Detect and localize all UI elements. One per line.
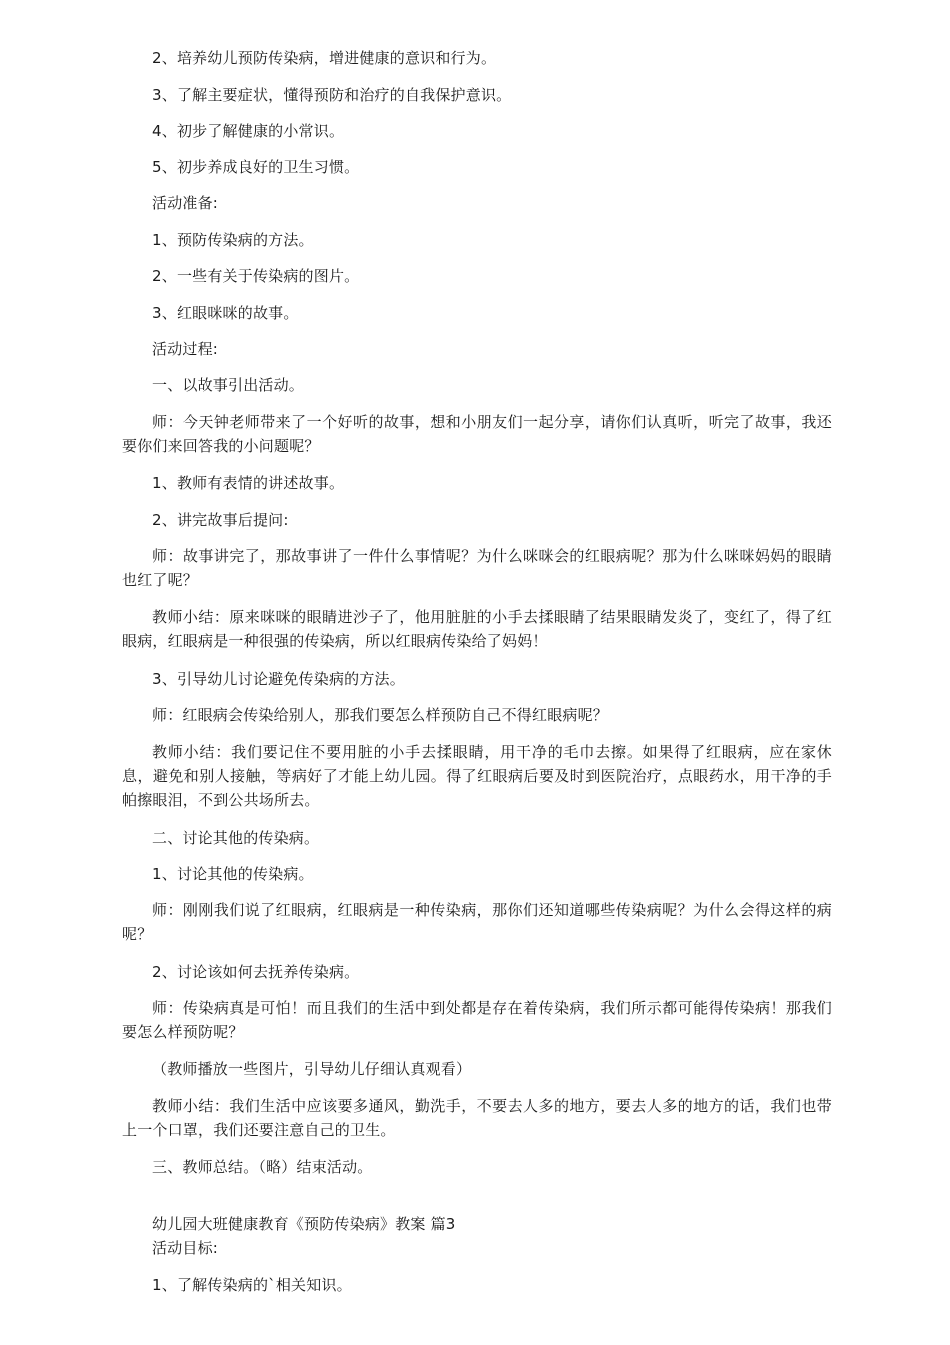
paragraph: 师：今天钟老师带来了一个好听的故事，想和小朋友们一起分享，请你们认真听，听完了故事，我还要你们来回答我的小问题呢？	[122, 413, 832, 455]
paragraph: 三、教师总结。（略）结束活动。	[152, 1158, 373, 1176]
paragraph: 教师小结：我们生活中应该要多通风，勤洗手，不要去人多的地方，要去人多的地方的话，我们也带上一个口罩，我们还要注意自己的卫生。	[122, 1097, 832, 1139]
paragraph: 1、了解传染病的`相关知识。	[152, 1276, 352, 1294]
paragraph: 1、讨论其他的传染病。	[152, 865, 314, 883]
paragraph: 教师小结：我们要记住不要用脏的小手去揉眼睛，用干净的毛巾去擦。如果得了红眼病，应在家休息，避免和别人接触，等病好了才能上幼儿园。得了红眼病后要及时到医院治疗，点眼药水，用干净的手帕擦眼泪，不到公共场所去。	[122, 743, 832, 809]
paragraph: 2、讲完故事后提问:	[152, 511, 289, 529]
paragraph: 一、以故事引出活动。	[152, 376, 305, 394]
section-heading: 活动过程:	[152, 340, 219, 358]
paragraph: 2、培养幼儿预防传染病，增进健康的意识和行为。	[152, 49, 497, 67]
paragraph: 师：刚刚我们说了红眼病，红眼病是一种传染病，那你们还知道哪些传染病呢？为什么会得这样的病呢？	[122, 901, 832, 943]
paragraph: 二、讨论其他的传染病。	[152, 829, 320, 847]
paragraph: 师：红眼病会传染给别人，那我们要怎么样预防自己不得红眼病呢？	[152, 706, 609, 724]
paragraph: 3、红眼咪咪的故事。	[152, 304, 299, 322]
section-heading: 活动目标:	[152, 1239, 219, 1257]
paragraph: 2、讨论该如何去抚养传染病。	[152, 963, 360, 981]
paragraph: 1、教师有表情的讲述故事。	[152, 474, 345, 492]
paragraph: 4、初步了解健康的小常识。	[152, 122, 345, 140]
paragraph: 5、初步养成良好的卫生习惯。	[152, 158, 360, 176]
paragraph: 师：传染病真是可怕！而且我们的生活中到处都是存在着传染病，我们所示都可能得传染病！那我们要怎么样预防呢？	[122, 999, 832, 1041]
paragraph: 1、预防传染病的方法。	[152, 231, 314, 249]
paragraph: 3、了解主要症状，懂得预防和治疗的自我保护意识。	[152, 86, 512, 104]
section-title: 幼儿园大班健康教育《预防传染病》教案 篇3	[152, 1215, 456, 1233]
paragraph: 师：故事讲完了，那故事讲了一件什么事情呢？为什么咪咪会的红眼病呢？那为什么咪咪妈妈的眼睛也红了呢？	[122, 547, 832, 589]
paragraph: 3、引导幼儿讨论避免传染病的方法。	[152, 670, 405, 688]
paragraph: 2、一些有关于传染病的图片。	[152, 267, 360, 285]
paragraph: 教师小结：原来咪咪的眼睛进沙子了，他用脏脏的小手去揉眼睛了结果眼睛发炎了，变红了，得了红眼病，红眼病是一种很强的传染病，所以红眼病传染给了妈妈！	[122, 608, 832, 650]
section-heading: 活动准备:	[152, 194, 219, 212]
paragraph: （教师播放一些图片，引导幼儿仔细认真观看）	[152, 1060, 472, 1078]
